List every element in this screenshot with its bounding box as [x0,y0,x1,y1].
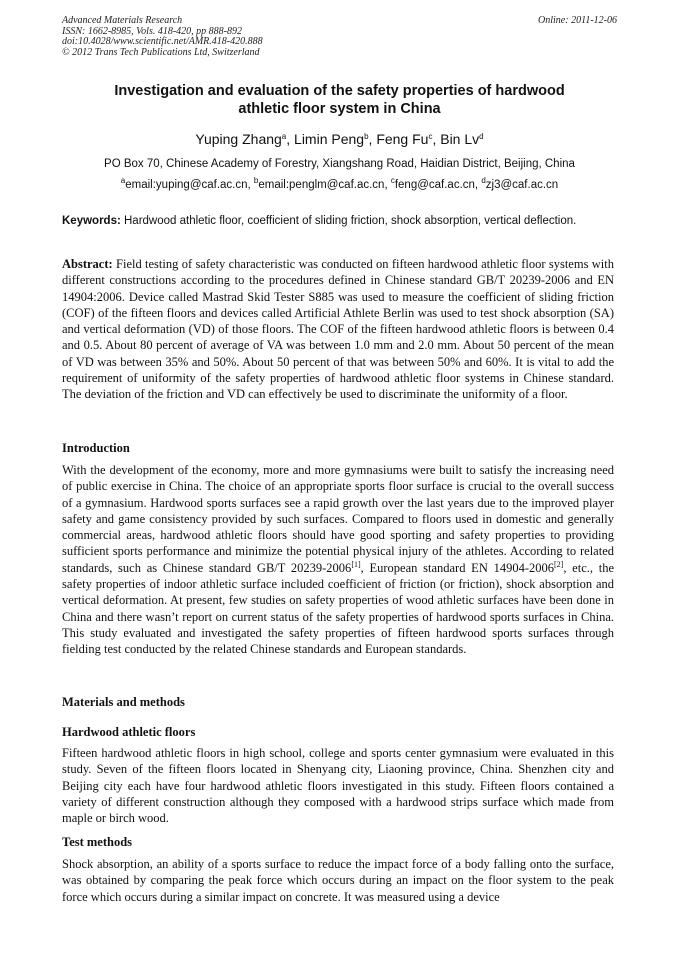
email-list [62,178,617,193]
keywords-label: Keywords: [62,215,121,227]
abstract-text: Field testing of safety characteristic was conducted on fifteen hardwood athletic floor systems with different constructions according to the procedures defined in Chinese standard GB/T 20239-2006 and EN 14904:2006. Device called Mastrad Skid Tester S885 was used to measure the coefficient of sliding friction (COF) of the fifteen floors and devices called Artificial Athlete Berlin was used to test shock absorption (SA) and vertical deformation (VD) of those floors. The COF of the fifteen hardwood athletic floors is between 0.4 and 0.5. About 80 percent of average of VA was between 1.0 mm and 2.0 mm. About 50 percent of the mean of VD was between 35% and 50%. About 50 percent of that was between 50% and 60%. It is vital to add the requirement of uniformity of the safety properties of hardwood athletic floor systems in Chinese standard. The deviation of the friction and VD can effectively be used to discriminate the uniformity of a floor. [62,257,614,402]
journal-name: Advanced Materials Research [62,15,183,26]
online-date: Online: 2011-12-06 [538,15,617,26]
title-line-1: Investigation and evaluation of the safety properties of hardwood [114,83,565,99]
introduction-paragraph [62,462,614,658]
test-methods-paragraph: Shock absorption, an ability of a sports surface to reduce the impact force of a body falling onto the surface, was obtained by comparing the peak force which occurs during an impact on the floor system to the peak force which occurs during a similar impact on concrete. It was measured using a device [62,857,614,904]
email-address: zj3@caf.ac.cn [485,179,559,191]
author-affil-mark: c [428,132,433,141]
author-name: Feng Fu [376,131,429,147]
email-mark: a [120,176,126,185]
intro-text: With the development of the economy, more and more gymnasiums were built to satisfy the increasing need of public exercise in China. The choice of an appropriate sports floor surface is crucial to the overall success of a gymnasium. Hardwood sports surfaces see a rapid growth over the last years due to the improved player safety and game consistency provided by such surfaces. Compared to floors used in domestic and generally commercial areas, hardwood athletic floors should have good sporting and safety properties to providing sufficient sports performance and minimize the potential physical injury of the athletes. According to related standards, such as Chinese standard GB/T 20239-2006 [62,463,614,575]
paper-title [62,82,617,118]
email-address: feng@caf.ac.cn, [394,179,482,191]
subsection-heading-test-methods: Test methods [62,835,133,849]
author-name: Bin Lv [440,131,480,147]
floors-paragraph: Fifteen hardwood athletic floors in high school, college and sports center gymnasium were evaluated in this study. Seven of the fifteen floors located in Shenyang city, Liaoning province, China. Shenzhen city and Beijing city each have four hardwood athletic floors investigated in this study. Fifteen floors contained a variety of different construction although they composed with a hardwood strips surface which made from maple or birch wood. [62,746,614,826]
keywords-block [62,213,614,229]
keywords-text: Hardwood athletic floor, coefficient of sliding friction, shock absorption, vertical deflection. [120,215,577,227]
abstract-block [62,256,614,403]
author-separator: , [368,131,377,147]
issn-line: ISSN: 1662-8985, Vols. 418-420, pp 888-892 [62,25,242,37]
author-name: Limin Peng [294,131,365,147]
author-affil-mark: b [364,132,369,141]
email-mark: c [390,176,395,185]
author-name: Yuping Zhang [195,131,282,147]
journal-header [62,16,617,58]
section-heading-materials: Materials and methods [62,695,185,709]
email-address: email:yuping@caf.ac.cn, [125,179,254,191]
subsection-heading-floors: Hardwood athletic floors [62,725,196,739]
abstract-label: Abstract: [62,257,113,271]
author-separator: , [286,131,295,147]
title-line-2: athletic floor system in China [238,101,441,117]
section-heading-introduction: Introduction [62,441,130,455]
citation-ref: [2] [554,559,564,569]
intro-text: , etc., the safety properties of indoor athletic surface included coefficient of friction (or friction), shock absorption and vertical deformation. At present, few studies on safety properties of wood athletic surfaces have been done in China and there wasn’t report on current status of the safety properties of hardwood sports surfaces in China. This study evaluated and investigated the safety properties of fifteen hardwood sports surfaces through fielding test conducted by the related Chinese standards and European standards. [62,560,614,657]
citation-ref: [1] [351,559,361,569]
author-separator: , [432,131,441,147]
email-mark: d [481,176,486,185]
author-list [62,130,617,148]
email-address: email:penglm@caf.ac.cn, [258,179,391,191]
author-affil-mark: d [479,132,484,141]
doi-line: doi:10.4028/www.scientific.net/AMR.418-420.888 [62,36,263,47]
intro-text: , European standard EN 14904-2006 [360,560,554,575]
author-affil-mark: a [281,132,287,141]
email-mark: b [253,176,259,185]
copyright-line: © 2012 Trans Tech Publications Ltd, Switzerland [62,46,260,58]
affiliation: PO Box 70, Chinese Academy of Forestry, Xiangshang Road, Haidian District, Beijing, China [104,158,575,170]
